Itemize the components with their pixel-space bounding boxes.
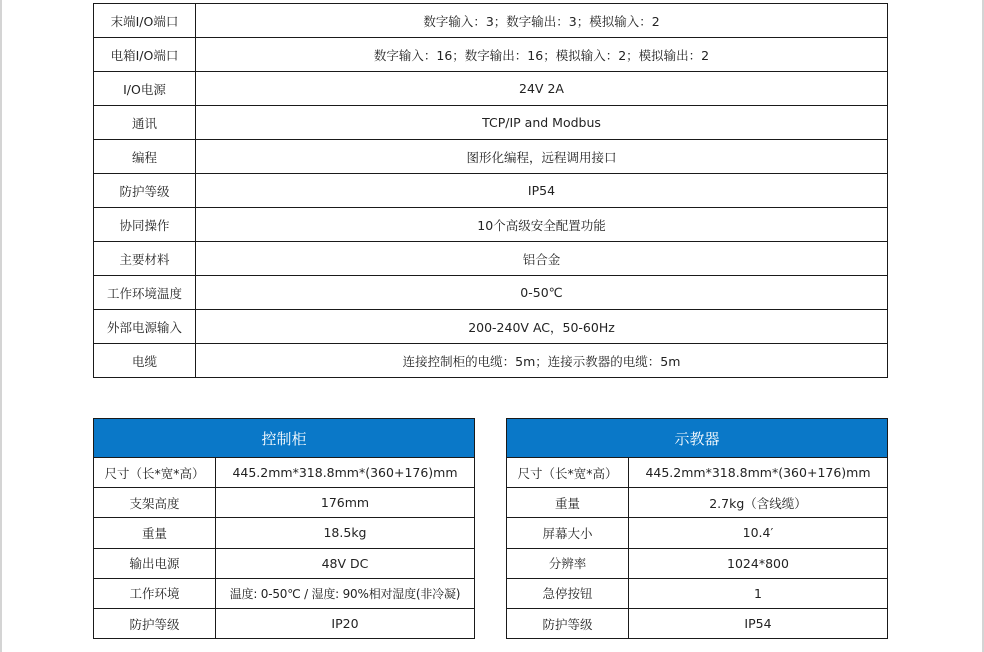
spec-value: 温度: 0-50℃ / 湿度: 90%相对湿度(非冷凝): [216, 578, 475, 608]
spec-label: 屏幕大小: [507, 518, 629, 548]
spec-label: 支架高度: [94, 488, 216, 518]
spec-value: 445.2mm*318.8mm*(360+176)mm: [216, 458, 475, 488]
spec-label: 分辨率: [507, 548, 629, 578]
table-row: [507, 458, 888, 488]
spec-value: 数字输入：16；数字输出：16；模拟输入：2；模拟输出：2: [196, 38, 888, 72]
spec-label: 工作环境温度: [94, 276, 196, 310]
pendant-table-title: 示教器: [507, 419, 888, 458]
spec-value: 1024*800: [629, 548, 888, 578]
robot-spec-table: [93, 3, 888, 378]
table-row: [94, 4, 888, 38]
table-row: [507, 488, 888, 518]
spec-label: 重量: [94, 518, 216, 548]
spec-label: 输出电源: [94, 548, 216, 578]
spec-label: 尺寸（长*宽*高）: [94, 458, 216, 488]
table-row: [94, 344, 888, 378]
spec-label: 协同操作: [94, 208, 196, 242]
spec-value: 2.7kg（含线缆）: [629, 488, 888, 518]
table-row: [94, 208, 888, 242]
spec-value: 1: [629, 578, 888, 608]
spec-value: 铝合金: [196, 242, 888, 276]
spec-label: 电缆: [94, 344, 196, 378]
table-row: [94, 578, 475, 608]
spec-label: 主要材料: [94, 242, 196, 276]
spec-label: 外部电源输入: [94, 310, 196, 344]
table-row: [94, 458, 475, 488]
spec-label: 重量: [507, 488, 629, 518]
table-row: [507, 578, 888, 608]
spec-label: 编程: [94, 140, 196, 174]
spec-value: TCP/IP and Modbus: [196, 106, 888, 140]
spec-label: 急停按钮: [507, 578, 629, 608]
table-row: [94, 310, 888, 344]
table-row: [94, 242, 888, 276]
spec-value: 数字输入：3；数字输出：3；模拟输入：2: [196, 4, 888, 38]
spec-value: 连接控制柜的电缆：5m；连接示教器的电缆：5m: [196, 344, 888, 378]
table-header-row: [94, 419, 475, 458]
teach-pendant-spec-table: [506, 418, 888, 639]
spec-label: 防护等级: [94, 608, 216, 638]
table-row: [94, 608, 475, 638]
spec-value: 176mm: [216, 488, 475, 518]
spec-label: 电箱I/O端口: [94, 38, 196, 72]
table-row: [94, 488, 475, 518]
spec-value: IP54: [196, 174, 888, 208]
spec-value: 445.2mm*318.8mm*(360+176)mm: [629, 458, 888, 488]
spec-value: 18.5kg: [216, 518, 475, 548]
table-row: [94, 518, 475, 548]
spec-label: 防护等级: [94, 174, 196, 208]
spec-value: IP54: [629, 608, 888, 638]
table-header-row: [507, 419, 888, 458]
table-row: [94, 548, 475, 578]
spec-value: 10.4′: [629, 518, 888, 548]
controller-table-title: 控制柜: [94, 419, 475, 458]
spec-value: 0-50℃: [196, 276, 888, 310]
spec-label: 通讯: [94, 106, 196, 140]
table-row: [94, 140, 888, 174]
table-row: [94, 276, 888, 310]
table-row: [94, 38, 888, 72]
spec-label: I/O电源: [94, 72, 196, 106]
page-left-edge: [0, 0, 2, 652]
spec-label: 尺寸（长*宽*高）: [507, 458, 629, 488]
spec-value: 24V 2A: [196, 72, 888, 106]
spec-value: 图形化编程，远程调用接口: [196, 140, 888, 174]
spec-label: 工作环境: [94, 578, 216, 608]
spec-value: 200-240V AC，50-60Hz: [196, 310, 888, 344]
spec-value: 48V DC: [216, 548, 475, 578]
table-row: [507, 518, 888, 548]
spec-label: 防护等级: [507, 608, 629, 638]
table-row: [94, 106, 888, 140]
table-row: [94, 174, 888, 208]
table-row: [94, 72, 888, 106]
table-row: [507, 608, 888, 638]
spec-label: 末端I/O端口: [94, 4, 196, 38]
table-row: [507, 548, 888, 578]
spec-value: 10个高级安全配置功能: [196, 208, 888, 242]
spec-value: IP20: [216, 608, 475, 638]
controller-spec-table: [93, 418, 475, 639]
